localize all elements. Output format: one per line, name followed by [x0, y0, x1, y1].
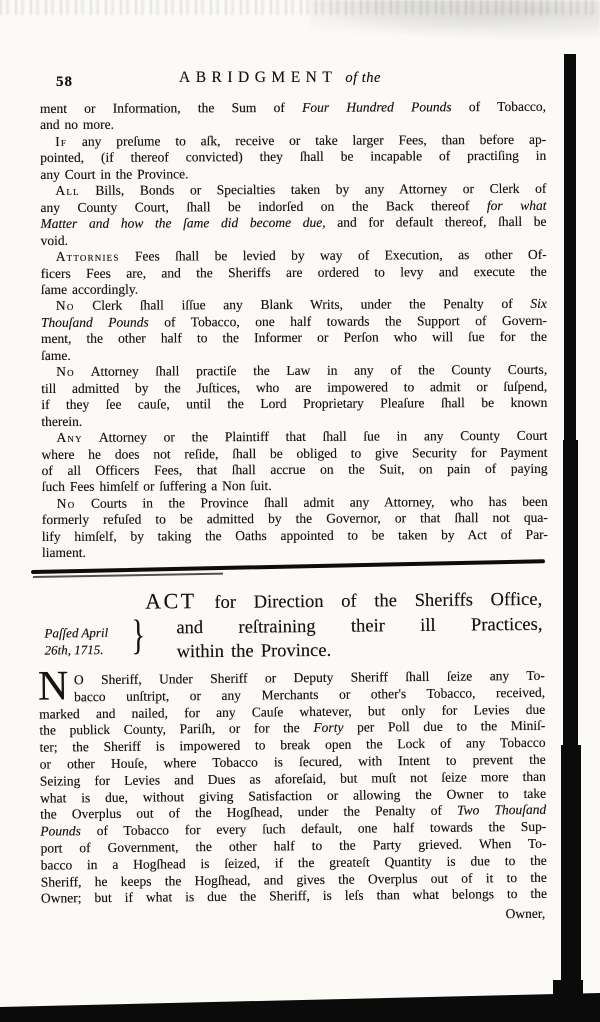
text-line: lify himſelf, by taking the Oaths appointed to be taken by Act of Par- — [41, 526, 548, 544]
running-header — [179, 69, 381, 87]
section-divider-rule-shadow — [33, 573, 223, 578]
text-line: void. — [40, 232, 69, 248]
text-line: if they ſee cauſe, until the Lord Proprietary Pleaſure ſhall be known — [41, 394, 548, 413]
text-line: Matter and how the ſame did become due, and for default thereof, ſhall be — [40, 213, 547, 232]
text-line: No Attorney ſhall practiſe the Law in any of the County Courts, — [56, 362, 548, 380]
scan-bottom-edge — [0, 990, 600, 1022]
paragraph — [40, 181, 546, 249]
text-line: any County Court, ſhall be indorſed on the Back thereof for what — [40, 197, 547, 215]
text-line: ficers Fees are, and the Sheriffs are ordered to levy and execute the — [40, 263, 547, 281]
act-body-text — [37, 663, 548, 928]
text-line: bacco in a Hogſhead is ſeized, if the greateſt Quantity is due to the — [40, 852, 547, 873]
act-section — [0, 579, 600, 945]
paragraph — [42, 494, 548, 562]
text-line: ſame accordingly. — [40, 281, 139, 297]
text-line: ment or Information, the Sum of Four Hundred Pounds of Tobacco, — [40, 98, 547, 116]
text-line: therein. — [41, 413, 83, 429]
margin-note-line: 26th, 1715. — [44, 642, 104, 658]
text-line: till admitted by the Juſtices, who are impowered to admit or ſuſpend, — [41, 378, 548, 396]
text-line: Owner; but if what is due the Sheriff, is leſs than what belongs to the — [40, 886, 548, 906]
text-line: Any Attorney or the Plaintiff that ſhall ſue in any County Court — [56, 427, 548, 445]
book-gutter-shadow — [561, 745, 581, 993]
margin-note-line: Paſſed April — [44, 624, 109, 641]
paragraph — [40, 132, 546, 184]
running-header-title: ABRIDGMENT — [179, 69, 338, 86]
paragraph — [41, 247, 547, 299]
text-line: ſuch Fees himſelf or ſuffering a Non ſuit. — [41, 478, 272, 495]
text-line: ſame. — [41, 347, 71, 363]
book-gutter-shadow — [563, 440, 578, 755]
paragraph — [40, 99, 546, 134]
paragraph — [41, 362, 547, 430]
text-line: No Courts in the Province ſhall admit any Attorney, who has been — [56, 493, 548, 511]
text-line: O Sheriff, Under Sheriff or Deputy Sheriff ſhall ſeize any To- — [73, 667, 545, 688]
running-header-italic: of the — [345, 70, 381, 86]
page-number: 58 — [56, 74, 73, 90]
text-line: Seizing for Levies and Dues as aforeſaid, but muſt not ſeize more than — [39, 768, 546, 789]
text-line: Sheriff, he keeps the Hogſhead, and gives the Overplus out of it to the — [40, 869, 547, 890]
text-line: or other Houſe, where Tobacco is ſecured, with Intent to prevent the — [39, 751, 546, 772]
text-line: Thouſand Pounds of Tobacco, one half towards the Support of Govern- — [40, 312, 547, 330]
drop-cap: N — [37, 663, 69, 710]
margin-note — [44, 624, 140, 659]
text-line: bacco unſtript, or any Merchants or other's Tobacco, received, — [74, 684, 546, 705]
text-line: marked and nailed, for any Cauſe whatever, but only for Levies due — [39, 701, 546, 722]
scan-noise-corner — [310, 0, 600, 42]
text-line: ter; the Sheriff is impowered to break open the Lock of any Tobacco — [39, 734, 546, 755]
text-line: Pounds of Tobacco for every ſuch default, one half towards the Sup- — [40, 818, 547, 839]
text-line: any Court in the Province. — [40, 166, 189, 182]
text-line: port of Government, the other half to the Party grieved. When To- — [40, 835, 547, 856]
book-gutter-shadow — [564, 54, 576, 450]
text-line: formerly refuſed to be admitted by the Governor, or that ſhall not qua- — [41, 510, 548, 528]
text-line: and reſtraining their ill Practices, — [176, 614, 543, 638]
catchword: Owner, — [505, 905, 546, 922]
text-line: ment, the other half to the Informer or Perſon who will ſue for the — [41, 329, 548, 347]
act-heading — [145, 586, 543, 665]
text-line: pointed, (if thereof convicted) they ſhall be incapable of practiſing in — [40, 148, 547, 166]
text-line: what is due, without giving Satisfaction or allowing the Owner to take — [39, 785, 547, 806]
text-line: of all Officers Fees, that ſhall accrue on the Suit, on pain of paying — [41, 460, 548, 478]
text-line: ACT for Direction of the Sheriffs Office, — [145, 588, 543, 614]
text-line: Attornies Fees ſhall be levied by way of Execution, as other Of- — [55, 246, 547, 265]
text-line: liament. — [41, 545, 86, 561]
section-divider-rule — [31, 559, 545, 574]
text-line: the publick County, Pariſh, or for the Forty per Poll due to the Miniſ- — [39, 718, 546, 739]
text-line: within the Province. — [176, 640, 332, 663]
text-line: No Clerk ſhall iſſue any Blank Writs, under the Penalty of Six — [55, 296, 547, 314]
text-line: the Overplus out of the Hogſhead, under the Penalty of Two Thouſand — [40, 802, 547, 822]
text-line: If any preſume to aſk, receive or take larger Fees, than before ap- — [55, 131, 547, 149]
margin-note-brace: } — [131, 610, 146, 659]
text-line: where he does not reſide, ſhall be obliged to give Security for Payment — [41, 444, 548, 462]
statute-text-block — [40, 99, 548, 562]
text-line: and no more. — [40, 117, 114, 133]
paragraph — [41, 296, 547, 364]
text-line: All Bills, Bonds or Specialties taken by any Attorney or Clerk of — [55, 181, 547, 199]
paragraph — [41, 428, 547, 496]
